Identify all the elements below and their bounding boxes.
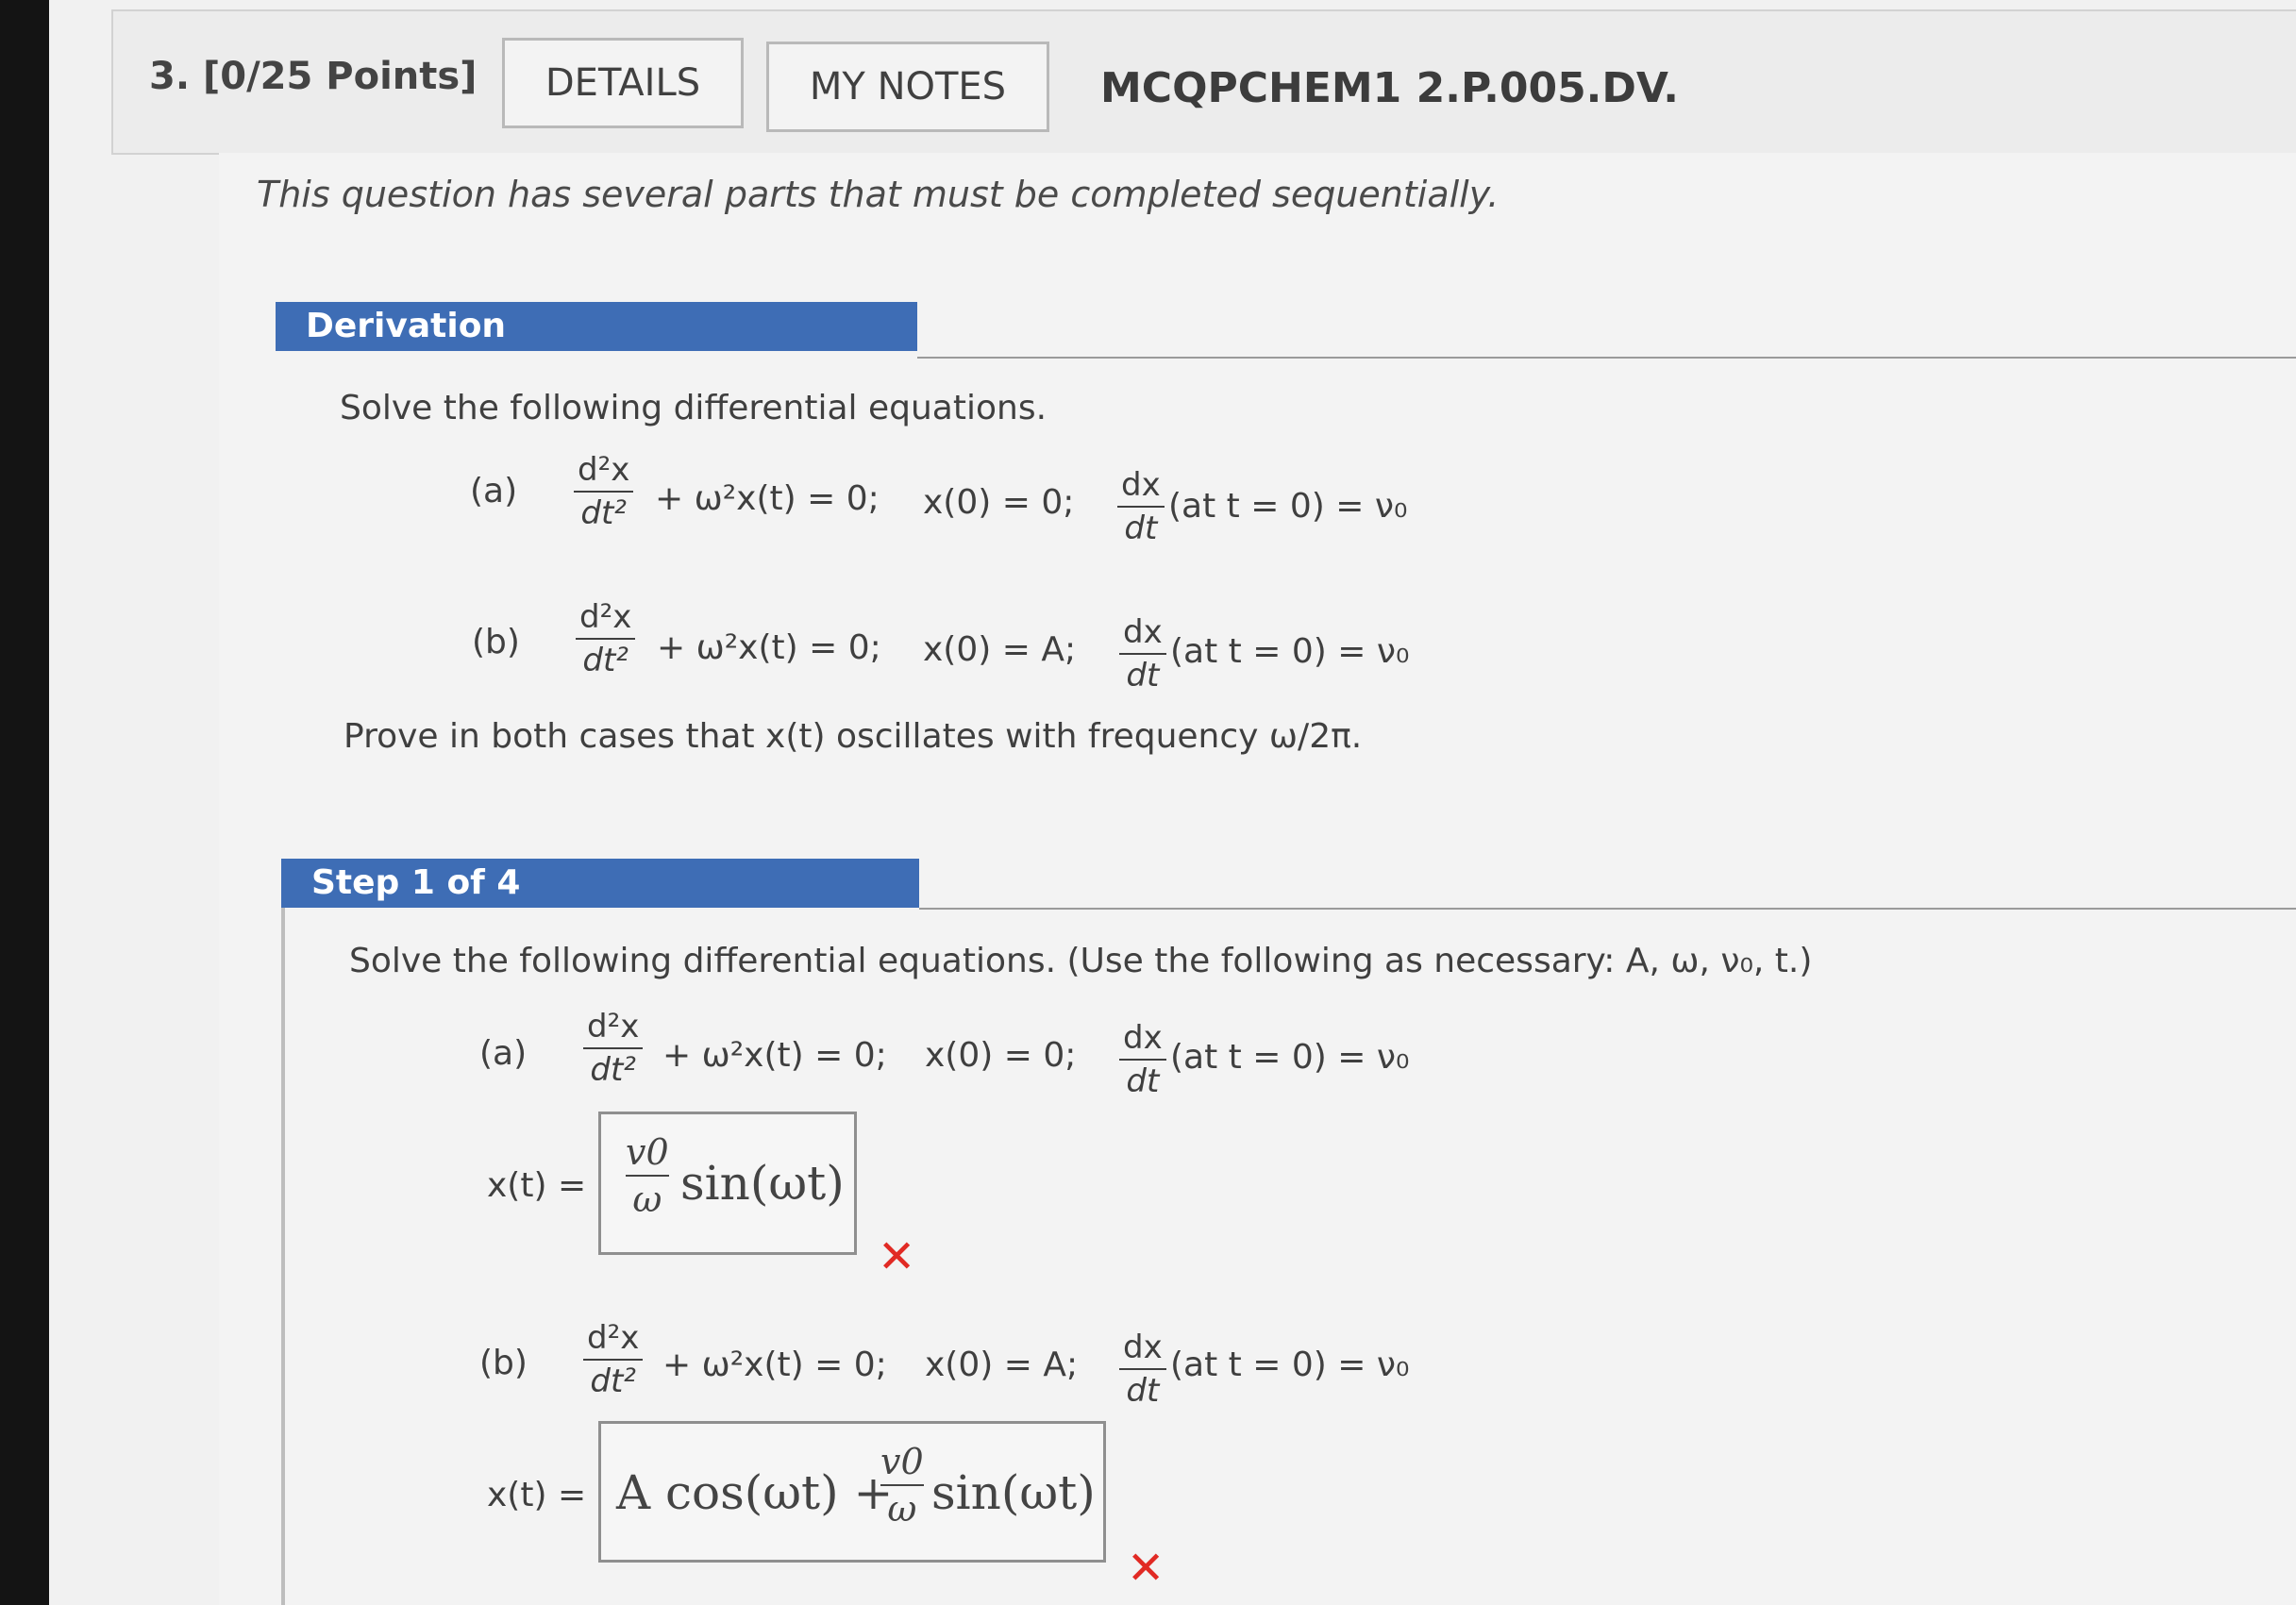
derivation-part-a-label: (a) — [470, 472, 518, 510]
details-button[interactable]: DETAILS — [502, 38, 744, 128]
step-prompt: Solve the following differential equations. (Use the following as necessary: A, ω, ν₀, t.) — [349, 942, 1813, 980]
step-a-answer-field[interactable] — [598, 1112, 857, 1255]
fraction-denominator: dt — [1126, 1062, 1160, 1100]
fraction-numerator: dx — [1121, 466, 1161, 504]
derivation-conclusion: Prove in both cases that x(t) oscillates with frequency ω/2π. — [344, 717, 1363, 756]
answer-denominator: ω — [887, 1488, 917, 1530]
derivation-b-initial-condition: x(0) = A; — [923, 630, 1077, 669]
answer-sine-term: sin(ωt) — [680, 1156, 845, 1211]
question-number: 3. [0/25 Points] — [149, 55, 478, 98]
step-part-a-label: (a) — [479, 1034, 528, 1073]
fraction-bar — [626, 1175, 669, 1177]
answer-sine-term: sin(ωt) — [931, 1465, 1096, 1520]
step-a-equation: + ω²x(t) = 0; — [662, 1036, 887, 1075]
fraction-denominator: dt² — [582, 642, 628, 679]
step-b-velocity-condition: (at t = 0) = ν₀ — [1170, 1346, 1410, 1384]
fraction-bar — [576, 638, 635, 640]
answer-numerator: v0 — [880, 1441, 924, 1482]
fraction-bar — [880, 1484, 924, 1486]
my-notes-button[interactable]: MY NOTES — [766, 42, 1049, 132]
screen-bezel — [0, 0, 49, 1605]
fraction-bar — [574, 491, 633, 493]
answer-cosine-term: A cos(ωt) + — [616, 1465, 894, 1520]
derivation-a-first-derivative — [1117, 466, 1165, 547]
fraction-numerator: dx — [1123, 1019, 1163, 1057]
derivation-divider — [917, 357, 2296, 359]
answer-fraction — [626, 1131, 669, 1220]
step-b-answer-field[interactable] — [598, 1421, 1106, 1563]
derivation-header: Derivation — [276, 302, 917, 351]
derivation-part-b-label: (b) — [472, 623, 520, 661]
step-b-equation: + ω²x(t) = 0; — [662, 1346, 887, 1384]
step-a-initial-condition: x(0) = 0; — [925, 1036, 1077, 1075]
derivation-b-second-derivative — [576, 598, 635, 679]
derivation-b-equation: + ω²x(t) = 0; — [657, 628, 881, 667]
step-a-xt-label: x(t) = — [487, 1166, 587, 1205]
fraction-numerator: d²x — [587, 1319, 640, 1357]
fraction-denominator: dt² — [590, 1051, 636, 1089]
step-b-initial-condition: x(0) = A; — [925, 1346, 1079, 1384]
fraction-bar — [1119, 653, 1166, 655]
derivation-a-velocity-condition: (at t = 0) = ν₀ — [1168, 487, 1408, 526]
derivation-a-initial-condition: x(0) = 0; — [923, 483, 1075, 522]
question-code: MCQPCHEM1 2.P.005.DV. — [1100, 64, 1680, 112]
fraction-numerator: dx — [1123, 613, 1163, 651]
intro-text: This question has several parts that must be completed sequentially. — [257, 174, 1500, 215]
answer-fraction — [880, 1441, 924, 1530]
fraction-denominator: dt² — [580, 494, 627, 532]
incorrect-x-icon: ✕ — [878, 1230, 916, 1283]
step-b-first-derivative — [1119, 1329, 1166, 1410]
derivation-a-second-derivative — [574, 451, 633, 532]
fraction-denominator: dt — [1126, 657, 1160, 694]
derivation-b-velocity-condition: (at t = 0) = ν₀ — [1170, 632, 1410, 671]
derivation-a-equation: + ω²x(t) = 0; — [655, 479, 880, 518]
fraction-bar — [1117, 506, 1165, 508]
step-b-xt-label: x(t) = — [487, 1476, 587, 1514]
answer-numerator: v0 — [626, 1131, 669, 1173]
fraction-denominator: dt — [1124, 510, 1158, 547]
step-header: Step 1 of 4 — [281, 859, 919, 908]
step-part-b-label: (b) — [479, 1344, 528, 1382]
fraction-denominator: dt — [1126, 1372, 1160, 1410]
step-a-second-derivative — [583, 1008, 643, 1089]
answer-denominator: ω — [632, 1179, 662, 1220]
fraction-bar — [1119, 1059, 1166, 1061]
fraction-numerator: dx — [1123, 1329, 1163, 1366]
fraction-bar — [583, 1359, 643, 1361]
incorrect-x-icon: ✕ — [1127, 1542, 1165, 1595]
fraction-bar — [583, 1047, 643, 1049]
derivation-prompt: Solve the following differential equations. — [340, 389, 1047, 427]
fraction-numerator: d²x — [587, 1008, 640, 1045]
derivation-b-first-derivative — [1119, 613, 1166, 694]
step-b-second-derivative — [583, 1319, 643, 1400]
step-a-velocity-condition: (at t = 0) = ν₀ — [1170, 1038, 1410, 1077]
fraction-numerator: d²x — [578, 451, 630, 489]
fraction-denominator: dt² — [590, 1363, 636, 1400]
step-a-first-derivative — [1119, 1019, 1166, 1100]
fraction-numerator: d²x — [579, 598, 632, 636]
fraction-bar — [1119, 1368, 1166, 1370]
